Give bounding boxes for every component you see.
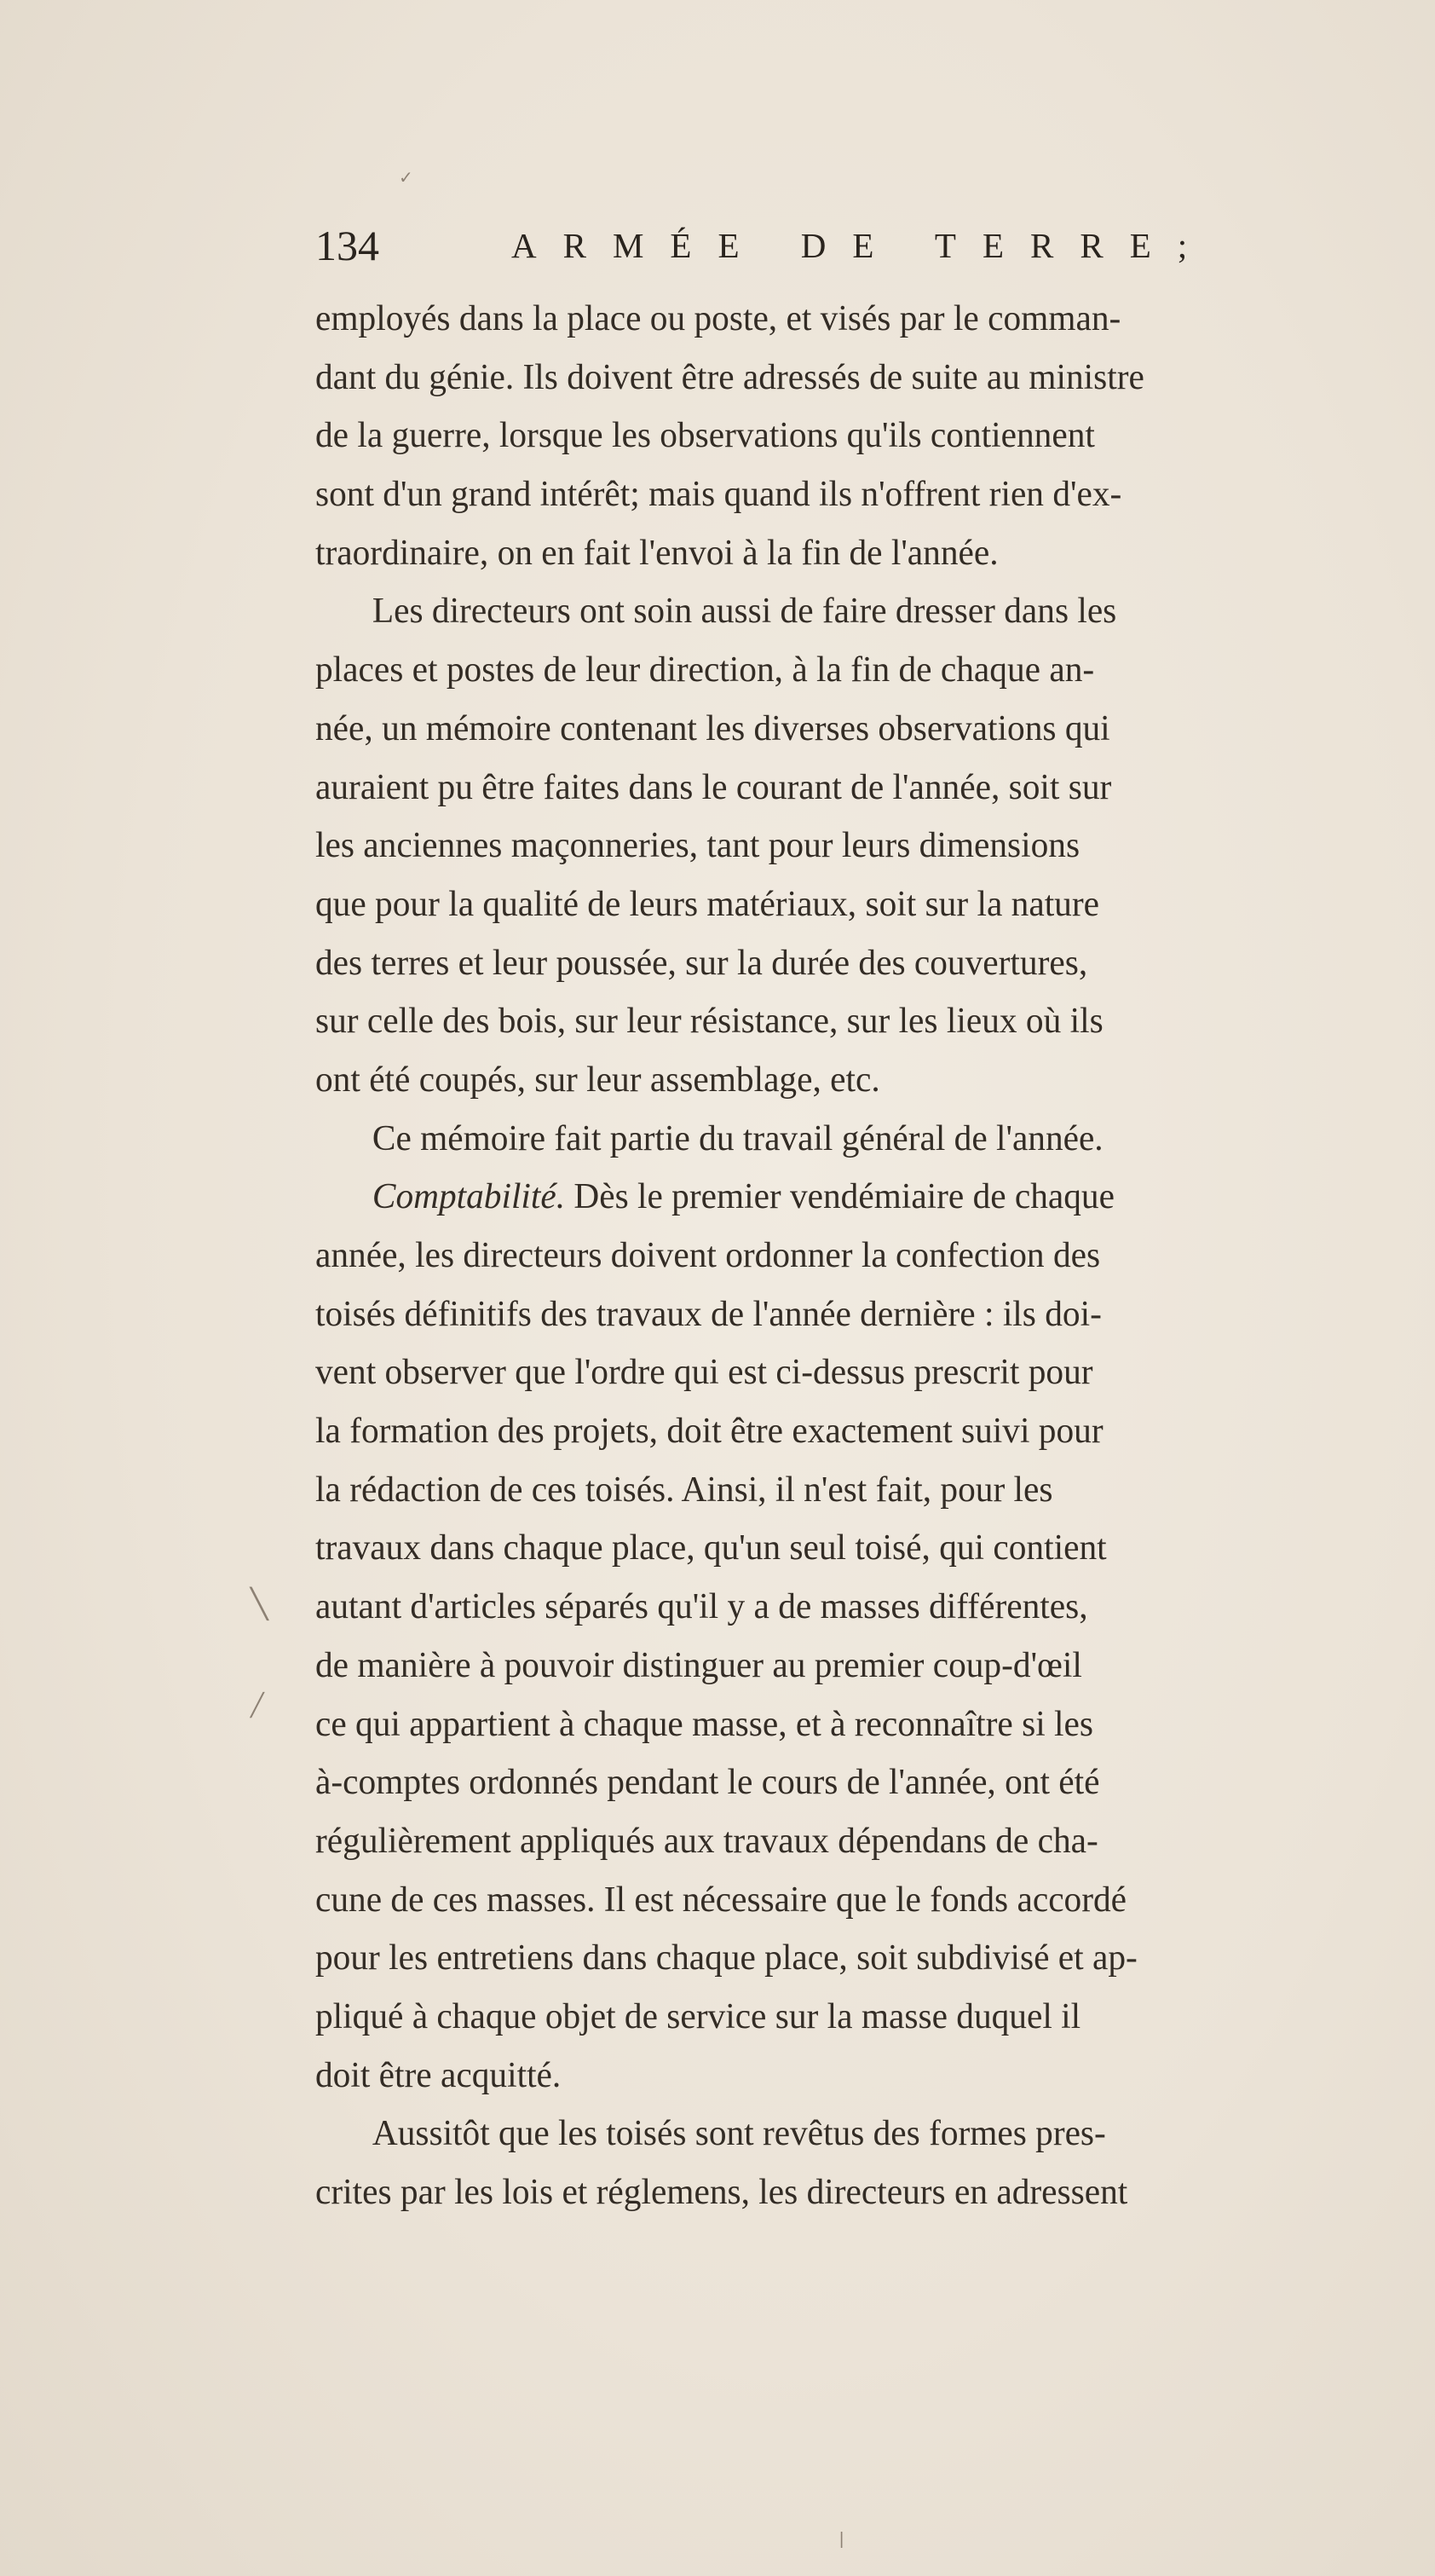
text-line	[315, 1402, 1423, 1461]
stray-mark: ✓	[399, 169, 413, 188]
line-text: la rédaction de ces toisés. Ainsi, il n'est fait, pour les	[315, 1470, 1053, 1510]
text-line	[315, 465, 1423, 524]
text-line	[315, 582, 1422, 641]
line-text: toisés définitifs des travaux de l'année dernière : ils doi-	[315, 1294, 1102, 1334]
text-line	[315, 1461, 1423, 1520]
text-line	[315, 1637, 1423, 1695]
line-text: Dès le premier vendémiaire de chaque	[565, 1177, 1115, 1217]
text-line	[315, 1871, 1423, 1930]
text-line	[315, 2163, 1423, 2222]
text-line	[315, 524, 1423, 583]
text-line	[315, 1343, 1423, 1402]
margin-mark: ╲	[251, 1588, 268, 1620]
line-text: sur celle des bois, sur leur résistance, sur les lieux où ils	[315, 1002, 1104, 1042]
line-text: sont d'un grand intérêt; mais quand ils n'offrent rien d'ex-	[315, 475, 1122, 515]
line-text: ont été coupés, sur leur assemblage, etc.	[315, 1060, 880, 1100]
text-line	[315, 2105, 1422, 2163]
text-line	[315, 1753, 1423, 1812]
line-text: traordinaire, on en fait l'envoi à la fin de l'année.	[315, 533, 999, 573]
text-line	[315, 1695, 1423, 1754]
line-text: de la guerre, lorsque les observations qu'ils contiennent	[315, 416, 1095, 456]
text-line	[315, 407, 1423, 465]
text-line	[315, 1051, 1423, 1110]
text-line	[315, 700, 1423, 759]
line-text: auraient pu être faites dans le courant de l'année, soit sur	[315, 767, 1112, 807]
text-line	[315, 1578, 1423, 1637]
line-text: travaux dans chaque place, qu'un seul toisé, qui contient	[315, 1528, 1107, 1568]
line-text: Aussitôt que les toisés sont revêtus des formes pres-	[372, 2114, 1106, 2154]
body-text	[315, 290, 1435, 2222]
text-line	[315, 1988, 1423, 2047]
page-number: 134	[315, 222, 379, 269]
stray-mark: |	[839, 2530, 844, 2549]
text-line	[315, 934, 1423, 993]
line-text: les anciennes maçonneries, tant pour leurs dimensions	[315, 826, 1081, 866]
text-line	[315, 875, 1423, 934]
margin-mark: ╱	[251, 1692, 264, 1718]
text-line	[315, 1519, 1423, 1578]
line-text: places et postes de leur direction, à la fin de chaque an-	[315, 650, 1095, 690]
text-line	[315, 349, 1423, 407]
text-line	[315, 1929, 1423, 1988]
text-line	[315, 290, 1423, 349]
line-text: doit être acquitté.	[315, 2055, 562, 2095]
line-text: cune de ces masses. Il est nécessaire que le fonds accordé	[315, 1880, 1127, 1920]
line-text: employés dans la place ou poste, et visés par le comman-	[315, 299, 1121, 338]
text-line	[315, 1110, 1422, 1169]
text-line	[315, 817, 1423, 875]
line-text: à-comptes ordonnés pendant le cours de l'année, ont été	[315, 1763, 1100, 1803]
line-text: année, les directeurs doivent ordonner la confection des	[315, 1236, 1101, 1275]
line-text: de manière à pouvoir distinguer au premier coup-d'œil	[315, 1645, 1082, 1685]
text-line	[315, 1285, 1423, 1344]
line-text: pliqué à chaque objet de service sur la masse duquel il	[315, 1996, 1081, 2036]
line-text: des terres et leur poussée, sur la durée des couvertures,	[315, 943, 1088, 983]
line-text: vent observer que l'ordre qui est ci-dessus prescrit pour	[315, 1353, 1093, 1393]
text-line	[315, 1812, 1423, 1871]
line-text: crites par les lois et réglemens, les directeurs en adressent	[315, 2173, 1128, 2212]
line-text: Ce mémoire fait partie du travail général de l'année.	[372, 1118, 1104, 1158]
line-text: autant d'articles séparés qu'il y a de masses différentes,	[315, 1587, 1088, 1627]
text-line	[315, 1168, 1422, 1227]
line-text: Les directeurs ont soin aussi de faire dresser dans les	[372, 592, 1117, 632]
line-text: régulièrement appliqués aux travaux dépendans de cha-	[315, 1821, 1098, 1861]
page-header	[315, 220, 1295, 280]
text-line	[315, 1227, 1423, 1285]
line-text: la formation des projets, doit être exactement suivi pour	[315, 1412, 1104, 1452]
section-heading: Comptabilité.	[372, 1177, 566, 1217]
text-line	[315, 759, 1423, 817]
text-line	[315, 641, 1423, 700]
text-line	[315, 2047, 1423, 2105]
text-line	[315, 992, 1423, 1051]
running-head: ARMÉE DE TERRE;	[511, 226, 1214, 265]
line-text: dant du génie. Ils doivent être adressés de suite au ministre	[315, 357, 1144, 397]
line-text: ce qui appartient à chaque masse, et à reconnaître si les	[315, 1704, 1093, 1744]
line-text: née, un mémoire contenant les diverses observations qui	[315, 708, 1110, 748]
line-text: que pour la qualité de leurs matériaux, soit sur la nature	[315, 884, 1100, 924]
line-text: pour les entretiens dans chaque place, soit subdivisé et ap-	[315, 1938, 1138, 1978]
